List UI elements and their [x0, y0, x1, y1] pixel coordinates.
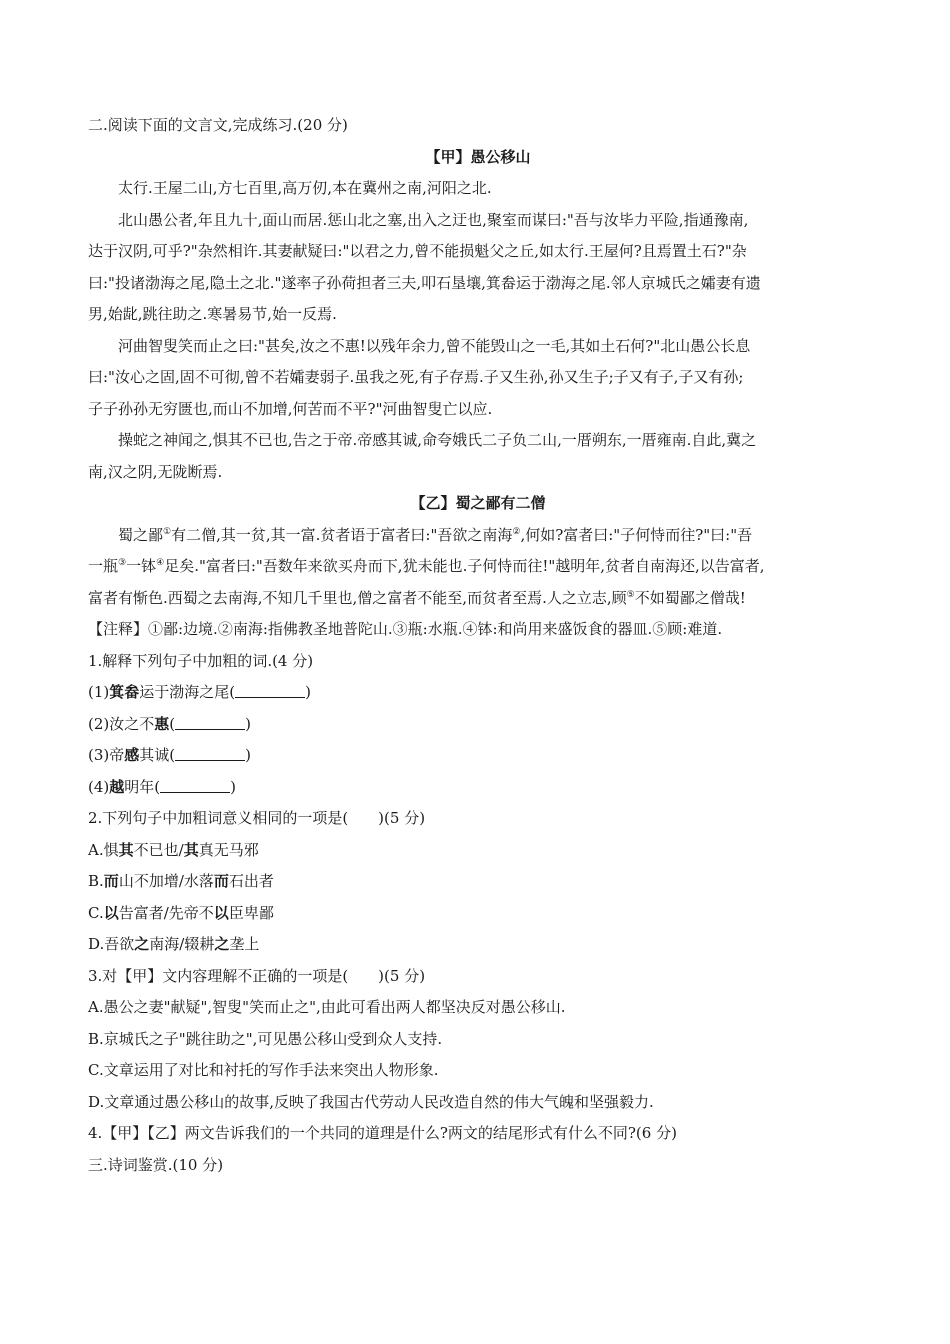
q1-stem: 1.解释下列句子中加粗的词.(4 分): [88, 651, 314, 670]
item-text: ): [230, 777, 236, 796]
jia-title: 【甲】愚公移山: [425, 147, 531, 166]
opt-text: A.惧: [88, 840, 119, 859]
jia-line: 河曲智叟笑而止之曰:"甚矣,汝之不惠!以残年余力,曾不能毁山之一毛,其如土石何?"北山愚公长息: [118, 336, 751, 355]
bold-word: 其: [118, 840, 134, 859]
note-mark: ①: [163, 526, 172, 537]
opt-text: B.: [88, 872, 104, 890]
q2-option-d: [88, 929, 868, 961]
q2-stem: [88, 803, 868, 835]
yi-title: 【乙】蜀之鄙有二僧: [410, 494, 546, 512]
item-text: (: [169, 714, 176, 733]
opt-text: D.吾欲: [88, 935, 135, 953]
jia-line: 操蛇之神闻之,惧其不已也,告之于帝.帝感其诚,命夸娥氏二子负二山,一厝朔东,一厝雍南.自此,冀之: [118, 431, 757, 449]
q4-stem: 4.【甲】【乙】两文告诉我们的一个共同的道理是什么?两文的结尾形式有什么不同?(6 分): [88, 1124, 677, 1142]
opt-text: 山不加增/水落: [118, 872, 214, 890]
note-mark: ③: [118, 558, 127, 568]
item-text: ): [245, 714, 251, 733]
jia-line: 北山愚公者,年且九十,面山而居.惩山北之塞,出入之迂也,聚室而谋曰:"吾与汝毕力平险,指通豫南,: [118, 210, 749, 229]
q1-item: [88, 709, 868, 741]
q1-item: [88, 772, 868, 804]
opt-text: 臣卑鄙: [228, 903, 274, 922]
opt-text: 石出者: [228, 872, 274, 890]
jia-line: 曰:"投诸渤海之尾,隐土之北."遂率子孙荷担者三夫,叩石垦壤,箕畚运于渤海之尾.邻人京城氏之孀妻有遗: [88, 273, 761, 292]
item-text: 运于渤海之尾(: [139, 683, 236, 701]
stem-text: )(5 分): [378, 966, 426, 985]
q1-item: [88, 677, 868, 709]
yi-text: 蜀之鄙: [118, 525, 164, 544]
bold-word: 而: [103, 872, 119, 890]
yi-text: ,何如?富者曰:"子何恃而往?"曰:"吾: [520, 525, 753, 544]
jia-line: 达于汉阴,可乎?"杂然相许.其妻献疑曰:"以君之力,曾不能损魁父之丘,如太行.王屋何?且焉置土石?"杂: [88, 242, 747, 260]
yi-text: 一钵: [126, 557, 157, 575]
jia-line: 南,汉之阴,无陇断焉.: [88, 462, 223, 481]
bold-word: 而: [213, 872, 229, 890]
bold-word: 越: [109, 777, 125, 796]
note-mark: ②: [512, 526, 521, 537]
opt-text: 告富者/先帝不: [118, 903, 214, 922]
answer-blank[interactable]: [160, 778, 230, 793]
q2-option-a: [88, 835, 868, 867]
opt-text: 不已也/: [133, 840, 184, 859]
item-text: (3)帝: [88, 746, 125, 764]
q3-option-d: D.文章通过愚公移山的故事,反映了我国古代劳动人民改造自然的伟大气魄和坚强毅力.: [88, 1092, 654, 1111]
yi-text: 足矣."富者曰:"吾数年来欲买舟而下,犹未能也.子何恃而往!"越明年,贫者自南海还,以告富者,: [164, 557, 765, 575]
answer-blank[interactable]: [175, 746, 245, 761]
item-label: (4): [88, 777, 110, 796]
stem-text: 3.对【甲】文内容理解不正确的一项是(: [88, 966, 349, 985]
yi-text: 富者有惭色.西蜀之去南海,不知几千里也,僧之富者不能至,而贫者至焉.人之立志,顾: [88, 588, 627, 607]
yi-line: [88, 583, 868, 615]
bold-word: 感: [124, 746, 140, 764]
bold-word: 以: [213, 903, 229, 922]
stem-text: 2.下列句子中加粗词意义相同的一项是(: [88, 809, 349, 827]
bold-word: 箕畚: [109, 683, 140, 701]
yi-line: [88, 551, 868, 583]
jia-line: 太行.王屋二山,方七百里,高万仞,本在冀州之南,河阳之北.: [118, 179, 492, 197]
yi-line: [88, 520, 868, 552]
q2-option-b: [88, 866, 868, 898]
answer-blank[interactable]: [235, 683, 305, 698]
bold-word: 之: [214, 935, 230, 953]
jia-line: 曰:"汝心之固,固不可彻,曾不若孀妻弱子.虽我之死,有子存焉.子又生孙,孙又生子;子又有子,子又有孙;: [88, 368, 744, 386]
section3-heading: 三.诗词鉴赏.(10 分): [88, 1155, 224, 1174]
q2-option-c: [88, 898, 868, 930]
section2-heading: 二.阅读下面的文言文,完成练习.(20 分): [88, 116, 348, 134]
yi-text: 不如蜀鄙之僧哉!: [634, 588, 746, 607]
item-text: ): [245, 746, 251, 764]
bold-word: 之: [134, 935, 150, 953]
note-mark: ④: [156, 558, 165, 568]
item-text: ): [305, 683, 311, 701]
opt-text: C.: [88, 903, 104, 922]
yi-text: 一瓶: [88, 557, 119, 575]
opt-text: 南海/辍耕: [149, 935, 215, 953]
stem-text: )(5 分): [378, 809, 426, 827]
item-label: (1): [88, 683, 110, 701]
opt-text: 垄上: [229, 935, 260, 953]
jia-line: 子子孙孙无穷匮也,而山不加增,何苦而不平?"河曲智叟亡以应.: [88, 399, 493, 418]
item-text: (2)汝之不: [88, 714, 155, 733]
opt-text: 真无马邪: [198, 840, 259, 859]
answer-blank[interactable]: [175, 715, 245, 730]
notes: 【注释】①鄙:边境.②南海:指佛教圣地普陀山.③瓶:水瓶.④钵:和尚用来盛饭食的器皿.⑤顾:难道.: [88, 620, 723, 638]
q3-option-b: B.京城氏之子"跳往助之",可见愚公移山受到众人支持.: [88, 1029, 443, 1048]
item-text: 其诚(: [139, 746, 176, 764]
item-text: 明年(: [124, 777, 161, 796]
bold-word: 以: [103, 903, 119, 922]
q3-option-c: C.文章运用了对比和衬托的写作手法来突出人物形象.: [88, 1061, 439, 1079]
q3-stem: [88, 961, 868, 993]
yi-text: 有二僧,其一贫,其一富.贫者语于富者曰:"吾欲之南海: [171, 525, 513, 544]
jia-line: 男,始龀,跳往助之.寒暑易节,始一反焉.: [88, 305, 337, 323]
q1-item: [88, 740, 868, 772]
q3-option-a: A.愚公之妻"献疑",智叟"笑而止之",由此可看出两人都坚决反对愚公移山.: [88, 998, 566, 1016]
note-mark: ⑤: [626, 589, 635, 600]
exam-page: [88, 110, 868, 1181]
bold-word: 其: [183, 840, 199, 859]
bold-word: 惠: [154, 714, 170, 733]
